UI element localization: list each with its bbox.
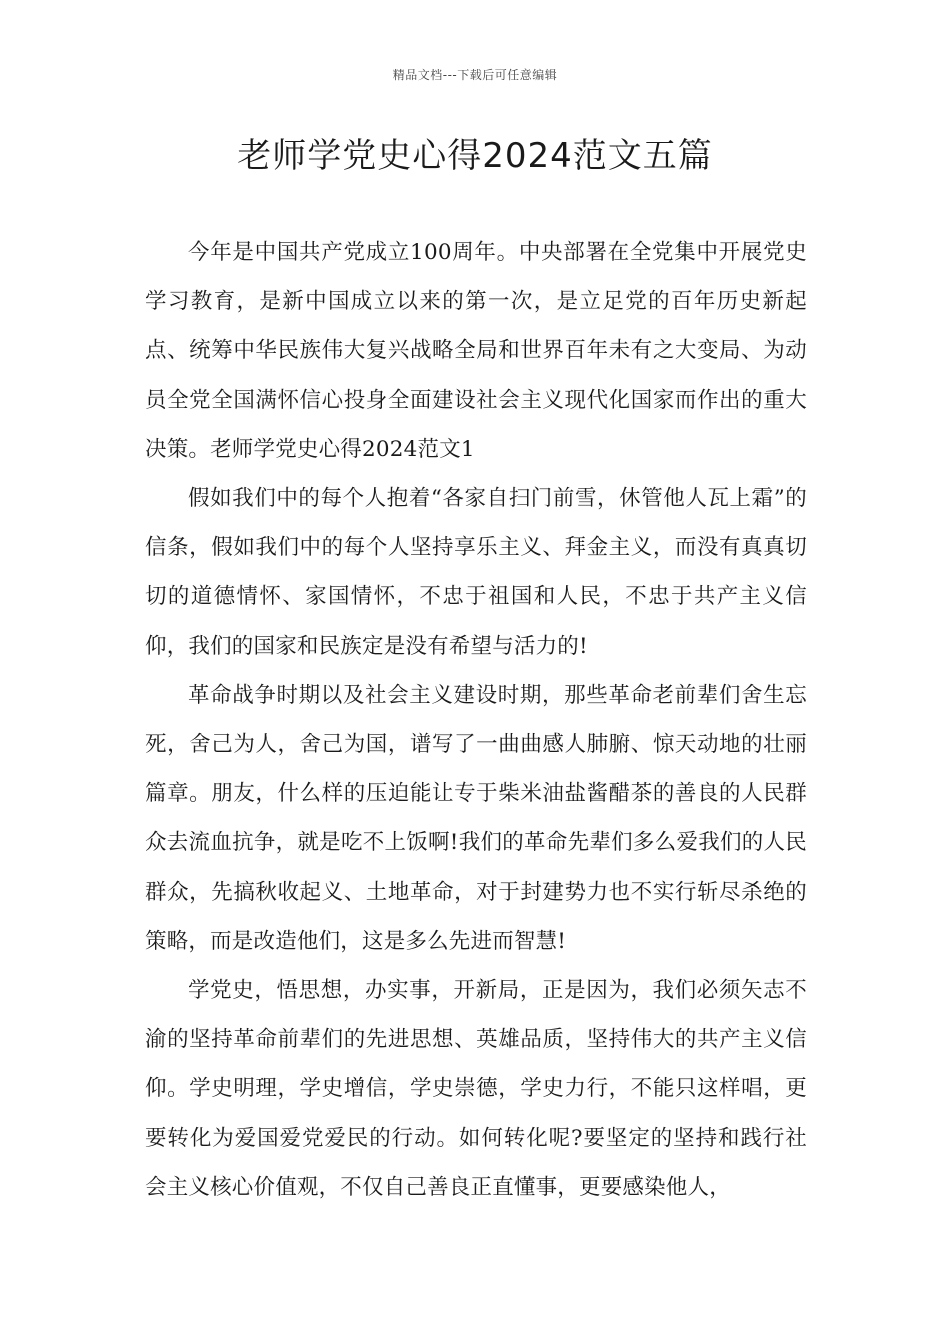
document-title: 老师学党史心得2024范文五篇 xyxy=(237,136,713,176)
paragraph-1: 今年是中国共产党成立100周年。中央部署在全党集中开展党史学习教育，是新中国成立以来的第一次，是立足党的百年历史新起点、统筹中华民族伟大复兴战略全局和世界百年未有之大变局、为动员全党全国满怀信心投身全面建设社会主义现代化国家而作出的重大决策。老师学党史心得2024范文1 xyxy=(145,240,807,462)
document-header-note: 精品文档---下载后可任意编辑 xyxy=(392,68,558,82)
paragraph-2: 假如我们中的每个人抱着“各家自扫门前雪，休管他人瓦上霜”的信条，假如我们中的每个人坚持享乐主义、拜金主义，而没有真真切切的道德情怀、家国情怀，不忠于祖国和人民，不忠于共产主义信仰，我们的国家和民族定是没有希望与活力的! xyxy=(145,486,807,659)
paragraph-3: 革命战争时期以及社会主义建设时期，那些革命老前辈们舍生忘死，舍己为人，舍己为国，谱写了一曲曲感人肺腑、惊天动地的壮丽篇章。朋友，什么样的压迫能让专于柴米油盐酱醋茶的善良的人民群众去流血抗争，就是吃不上饭啊!我们的革命先辈们多么爱我们的人民群众，先搞秋收起义、土地革命，对于封建势力也不实行斩尽杀绝的策略，而是改造他们，这是多么先进而智慧! xyxy=(145,682,807,954)
paragraph-4: 学党史，悟思想，办实事，开新局，正是因为，我们必须矢志不渝的坚持革命前辈们的先进思想、英雄品质，坚持伟大的共产主义信仰。学史明理，学史增信，学史崇德，学史力行，不能只这样唱，更要转化为爱国爱党爱民的行动。如何转化呢?要坚定的坚持和践行社会主义核心价值观，不仅自己善良正直懂事，更要感染他人， xyxy=(145,978,807,1200)
document-body xyxy=(145,228,807,1212)
